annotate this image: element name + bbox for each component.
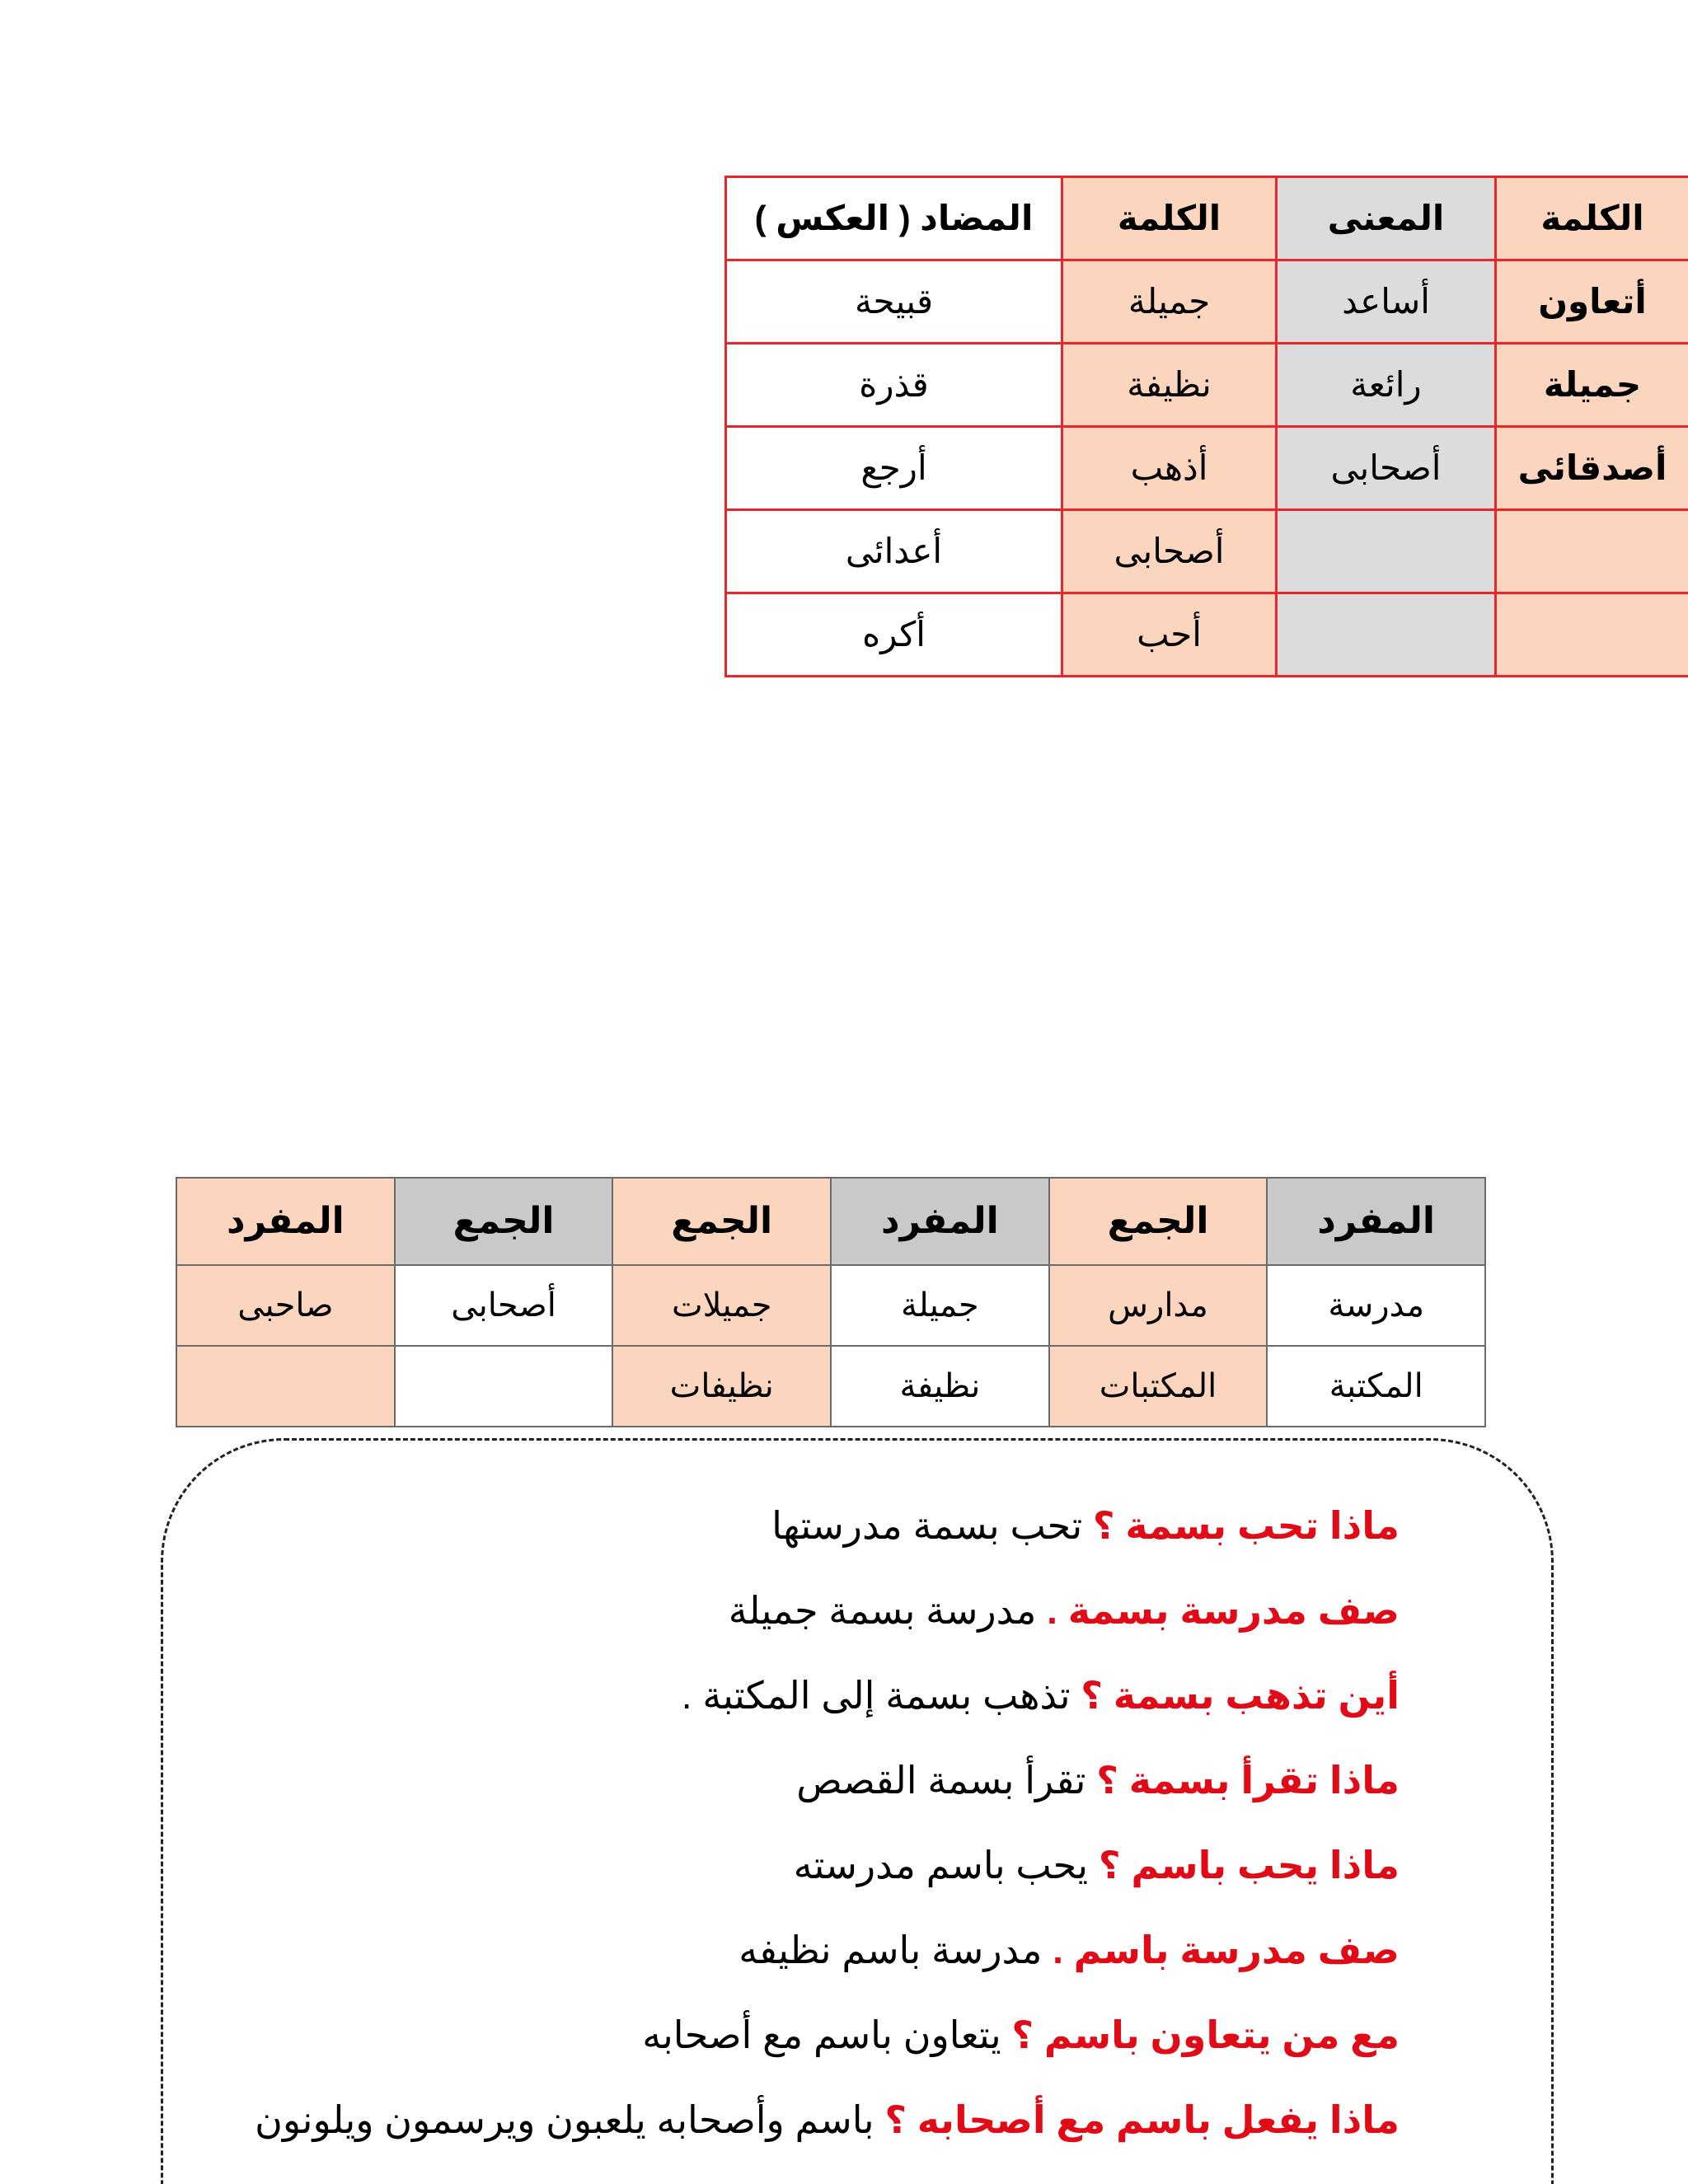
header-plural: الجمع [612, 1178, 831, 1265]
question-text: أين تذهب بسمة ؟ [1081, 1674, 1400, 1717]
answer-text: تحب بسمة مدرستها [771, 1504, 1093, 1547]
answer-text: مدرسة بسمة جميلة [728, 1589, 1048, 1632]
table-cell: نظيفات [612, 1346, 831, 1427]
table-cell: قذرة [726, 344, 1062, 427]
question-text: ماذا يحب باسم ؟ [1098, 1844, 1400, 1886]
qa-item [122, 1483, 1400, 1568]
question-text: صف مدرسة بسمة . [1047, 1589, 1400, 1632]
table-cell: أصدقائى [1496, 427, 1688, 510]
table-cell: أرجع [726, 427, 1062, 510]
qa-item [122, 1653, 1400, 1738]
question-text: ماذا تحب بسمة ؟ [1092, 1504, 1400, 1547]
question-text: ماذا تقرأ بسمة ؟ [1096, 1759, 1400, 1802]
table-cell: مدارس [1049, 1265, 1268, 1346]
header-meaning: المعنى [1277, 177, 1496, 260]
answer-text: يحب باسم مدرسته [793, 1844, 1099, 1886]
table-cell: أصحابى [1277, 427, 1496, 510]
qa-list [122, 1483, 1400, 2163]
answer-text: تذهب بسمة إلى المكتبة . [681, 1674, 1081, 1717]
table-cell: المكتبات [1049, 1346, 1268, 1427]
singular-plural-header-row [176, 1178, 1485, 1265]
qa-item [122, 1993, 1400, 2078]
qa-item [122, 1908, 1400, 1993]
table-row [176, 1346, 1485, 1427]
table-cell: أذهب [1062, 427, 1277, 510]
table-row [726, 510, 1688, 593]
table-cell: جميلة [1062, 260, 1277, 344]
table-cell: مدرسة [1267, 1265, 1485, 1346]
table-cell: جميلات [612, 1265, 831, 1346]
table-cell: أكره [726, 593, 1062, 677]
answer-text: مدرسة باسم نظيفه [738, 1929, 1053, 1971]
answer-text: باسم وأصحابه يلعبون ويرسمون ويلونون [255, 2098, 885, 2141]
table-cell: نظيفة [1062, 344, 1277, 427]
table-cell: أصحابى [395, 1265, 613, 1346]
table-row [726, 427, 1688, 510]
table-cell: أساعد [1277, 260, 1496, 344]
table-row [726, 344, 1688, 427]
header-singular: المفرد [831, 1178, 1049, 1265]
table-cell [1496, 510, 1688, 593]
table-cell: أتعاون [1496, 260, 1688, 344]
header-plural: الجمع [1049, 1178, 1268, 1265]
table-cell: صاحبى [176, 1265, 395, 1346]
table-cell: جميلة [831, 1265, 1049, 1346]
question-text: ماذا يفعل باسم مع أصحابه ؟ [884, 2098, 1400, 2141]
header-word: الكلمة [1496, 177, 1688, 260]
table-cell: أصحابى [1062, 510, 1277, 593]
table-cell: قبيحة [726, 260, 1062, 344]
vocabulary-table [724, 176, 1688, 677]
answer-text: تقرأ بسمة القصص [796, 1759, 1097, 1802]
answer-text: يتعاون باسم مع أصحابه [642, 2013, 1012, 2056]
table-cell: نظيفة [831, 1346, 1049, 1427]
singular-plural-table [176, 1177, 1486, 1427]
table-cell: أحب [1062, 593, 1277, 677]
table-cell [395, 1346, 613, 1427]
vocabulary-table-header-row [726, 177, 1688, 260]
header-opposite: المضاد ( العكس ) [726, 177, 1062, 260]
table-cell: أعدائى [726, 510, 1062, 593]
qa-item [122, 2078, 1400, 2163]
table-cell [176, 1346, 395, 1427]
table-cell: جميلة [1496, 344, 1688, 427]
header-word-2: الكلمة [1062, 177, 1277, 260]
table-row [176, 1265, 1485, 1346]
qa-item [122, 1738, 1400, 1823]
table-cell [1496, 593, 1688, 677]
question-text: مع من يتعاون باسم ؟ [1011, 2013, 1400, 2056]
table-row [726, 593, 1688, 677]
table-cell: المكتبة [1267, 1346, 1485, 1427]
table-row [726, 260, 1688, 344]
qa-item [122, 1568, 1400, 1653]
header-singular: المفرد [176, 1178, 395, 1265]
header-singular: المفرد [1267, 1178, 1485, 1265]
table-cell: رائعة [1277, 344, 1496, 427]
qa-item [122, 1823, 1400, 1908]
header-plural: الجمع [395, 1178, 613, 1265]
question-text: صف مدرسة باسم . [1053, 1929, 1400, 1971]
table-cell [1277, 510, 1496, 593]
table-cell [1277, 593, 1496, 677]
